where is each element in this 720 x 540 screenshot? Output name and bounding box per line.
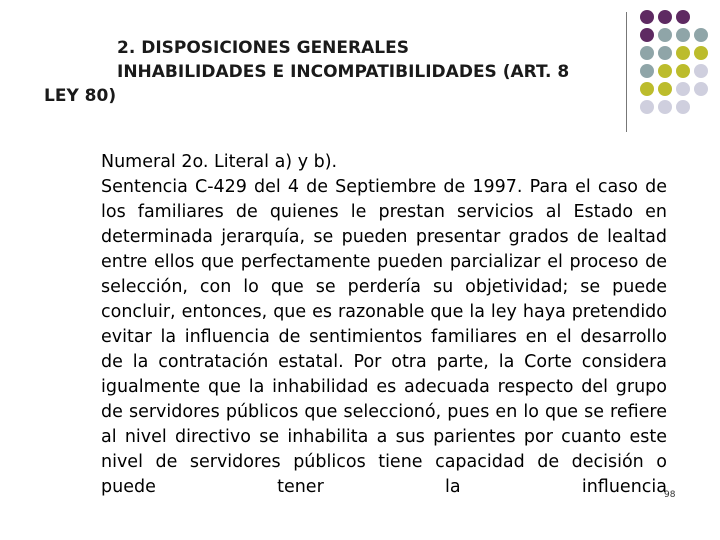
title-line-3: LEY 80) (44, 86, 117, 106)
dot-purple (640, 28, 654, 42)
decorative-divider (626, 12, 627, 132)
dot-olive (640, 82, 654, 96)
dot-teal (640, 46, 654, 60)
dot-olive (658, 64, 672, 78)
title-line-1: 2. DISPOSICIONES GENERALES (117, 38, 409, 58)
dot-teal (640, 64, 654, 78)
dot-lavender (694, 82, 708, 96)
title-line-2: INHABILIDADES E INCOMPATIBILIDADES (ART. 8 (117, 62, 570, 82)
dot-olive (676, 46, 690, 60)
dot-teal (658, 46, 672, 60)
dot-purple (658, 10, 672, 24)
dot-purple (640, 10, 654, 24)
dot-olive (658, 82, 672, 96)
dot-teal (676, 28, 690, 42)
dot-teal (658, 28, 672, 42)
dot-lavender (676, 82, 690, 96)
slide-title (0, 36, 640, 108)
decorative-dot-grid (640, 10, 720, 135)
dot-olive (694, 46, 708, 60)
dot-lavender (658, 100, 672, 114)
dot-lavender (640, 100, 654, 114)
dot-olive (676, 64, 690, 78)
numeral-heading: Numeral 2o. Literal a) y b). (101, 152, 338, 172)
body-paragraph: Sentencia C-429 del 4 de Septiembre de 1997. Para el caso de los familiares de quienes le prestan servicios al Estado en determinada jerarquía, se pueden presentar grados de lealtad entre ellos que perfectamente pueden parcializar el proceso de selección, con lo que se perdería su objetividad; se puede concluir, entonces, que es razonable que la ley haya pretendido evitar la influencia de sentimientos familiares en el desarrollo de la contratación estatal. Por otra parte, la Corte considera igualmente que la inhabilidad es adecuada respecto del grupo de servidores públicos que seleccionó, pues en lo que se refiere al nivel directivo se inhabilita a sus parientes por cuanto este nivel de servidores públicos tiene capacidad de decisión o puede tener la influencia (101, 177, 667, 497)
dot-teal (694, 28, 708, 42)
dot-lavender (694, 64, 708, 78)
page-number: 98 (664, 490, 676, 500)
dot-lavender (676, 100, 690, 114)
dot-purple (676, 10, 690, 24)
slide-body (101, 150, 667, 500)
